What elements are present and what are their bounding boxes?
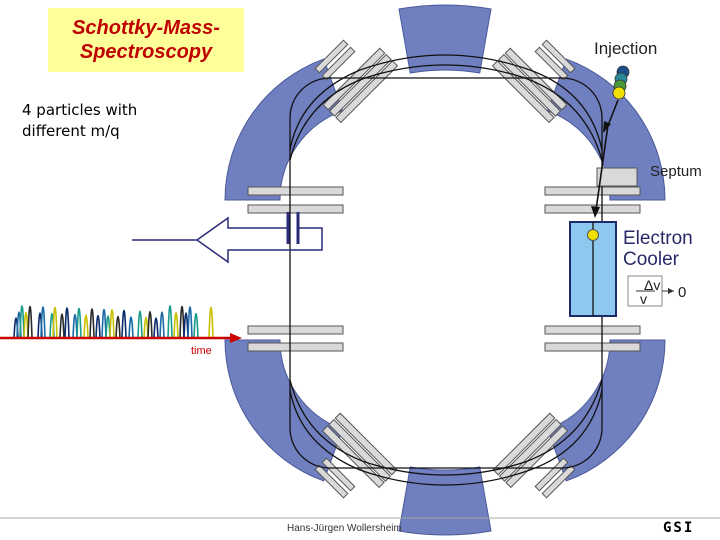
spectrum-peak (188, 307, 192, 338)
dv-target-value: 0 (678, 284, 687, 301)
slide-title-line2: Spectroscopy (79, 41, 213, 63)
schottky-pickup (132, 212, 322, 262)
schottky-spectrum (14, 306, 213, 338)
spectrum-peak (53, 308, 57, 339)
spectrum-peak (138, 311, 142, 338)
particles-note: 4 particles with different m/q (22, 101, 138, 140)
dv-denominator: v (640, 291, 647, 307)
spectrum-peak (194, 314, 198, 339)
spectrum-peak (148, 312, 152, 339)
spectrum-peak (41, 307, 45, 338)
electron-cooler-label-line2: Cooler (623, 249, 679, 270)
injection-label: Injection (594, 39, 658, 58)
dv-numerator: Δv (644, 277, 661, 293)
spectrum-peak (180, 307, 184, 339)
slide-title-line1: Schottky-Mass- (72, 17, 220, 39)
dipole-bottom (399, 467, 491, 535)
spectrum-peak (160, 312, 164, 338)
septum-label: Septum (650, 163, 702, 180)
gsi-logo: GSI (663, 520, 695, 536)
dipole-top (399, 5, 491, 73)
spectrum-peak (90, 309, 94, 338)
spectrum-peak (77, 309, 81, 339)
spectrum-peak (168, 306, 172, 338)
electron-cooler-label (623, 228, 718, 270)
dipole-upper-left (225, 59, 343, 200)
cooled-particle (588, 230, 599, 241)
angled-quadrupoles (315, 40, 575, 498)
time-axis-label: time (191, 345, 212, 357)
spectrum-peak (65, 308, 69, 338)
spectrum-peak (122, 311, 126, 339)
spectrum-peak (129, 317, 133, 338)
footer-author: Hans-Jürgen Wollersheim (287, 523, 402, 534)
septum-magnet (597, 168, 637, 186)
spectrum-peak (174, 313, 178, 339)
spectrum-peak (20, 306, 24, 338)
spectrum-peak (154, 318, 158, 338)
injection-particles (613, 66, 629, 99)
slide-title (48, 8, 244, 72)
spectrum-peak (209, 308, 213, 339)
spectrum-peak (102, 310, 106, 339)
electron-cooler-label-line1: Electron (623, 228, 693, 249)
spectrum-peak (110, 310, 114, 338)
spectrum-peak (84, 315, 88, 338)
spectrum-peak (60, 314, 64, 338)
spectrum-peak (116, 317, 120, 339)
spectrum-peak (28, 307, 32, 339)
spectrum-peak (96, 316, 100, 339)
